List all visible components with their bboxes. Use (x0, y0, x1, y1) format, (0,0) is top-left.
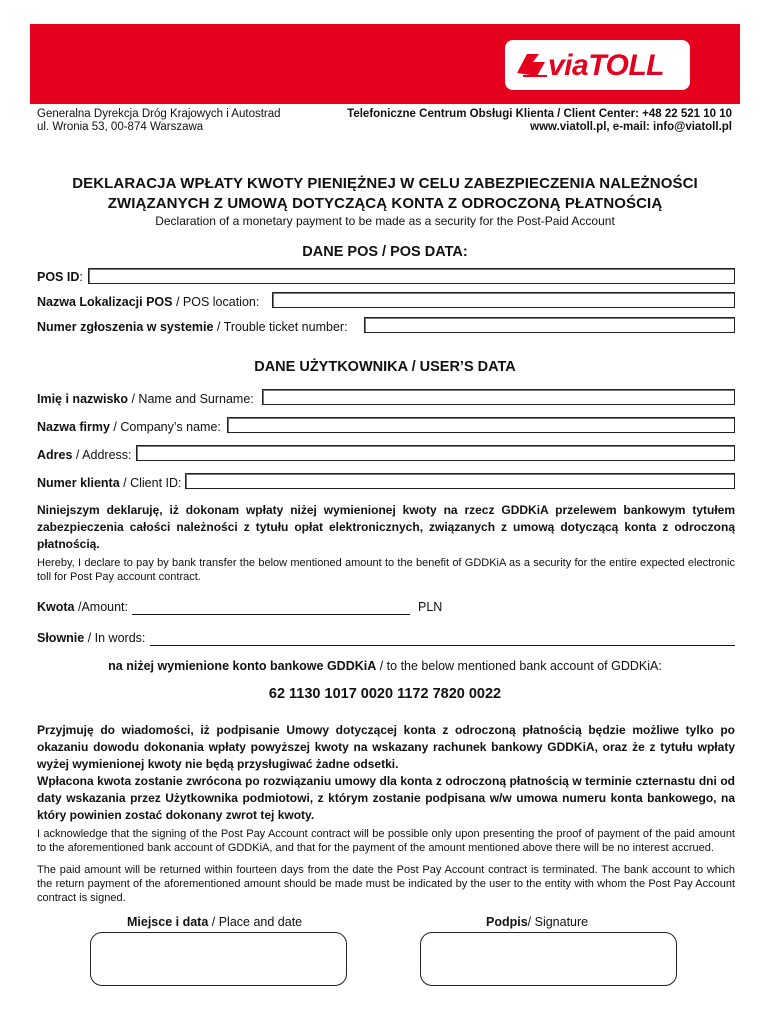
address-label (37, 448, 132, 462)
declaration-text-pl: Niniejszym deklaruję, iż dokonam wpłaty niżej wymienionej kwoty na rzecz GDDKiA przelewem bankowym tytułem zabezpieczenia całości należności z tytułu opłat elektronicznych, związanych z umową dotyczącą konta z odroczoną płatnością. (37, 503, 735, 551)
place-date-label-pl: Miejsce i data (127, 915, 209, 929)
name-label-pl: Imię i nazwisko (37, 392, 129, 406)
address-label-en: / Address: (72, 448, 132, 462)
pos-id-label-en: : (79, 270, 83, 284)
bank-account-intro (30, 659, 740, 673)
title-line-2: ZWIĄZANYCH Z UMOWĄ DOTYCZĄCĄ KONTA Z ODROCZONĄ PŁATNOŚCIĄ (107, 195, 663, 212)
amount-words-label-en: / In words: (84, 631, 146, 645)
pos-location-label-en: / POS location: (172, 295, 260, 309)
org-name: Generalna Dyrekcja Dróg Krajowych i Autostrad (37, 108, 281, 120)
currency-label: PLN (418, 600, 443, 614)
name-label-en: / Name and Surname: (128, 392, 254, 406)
acknowledgement-pl-2: Wpłacona kwota zostanie zwrócona po rozwiązaniu umowy dla konta z odroczoną płatnością w terminie czternastu dni od daty wskazania przez Użytkownika podmiotowi, z którym zostanie podpisana w/w umowa numeru konta bankowego, na który powinien zostać dokonany zwrot tej kwoty. (37, 774, 735, 822)
address-label-pl: Adres (37, 448, 73, 462)
user-section-heading: DANE UŻYTKOWNIKA / USER’S DATA (254, 359, 516, 375)
place-date-label-en: / Place and date (208, 915, 303, 929)
pos-location-label-pl: Nazwa Lokalizacji POS (37, 295, 173, 309)
bank-account-number: 62 1130 1017 0020 1172 7820 0022 (268, 686, 502, 702)
contact-phone: Telefoniczne Centrum Obsługi Klienta / Client Center: +48 22 521 10 10 (347, 108, 732, 120)
declaration-text-en: Hereby, I declare to pay by bank transfer the below mentioned amount to the benefit of GDDKiA as a security for the entire expected electronic toll for Post Pay account contract. (37, 557, 735, 583)
acknowledgement-pl-1: Przyjmuję do wiadomości, iż podpisanie Umowy dotyczącej konta z odroczoną płatnością będzie możliwe tylko po okazaniu dowodu dokonania wpłaty powyższej kwoty na wskazany rachunek bankowy GDDKiA, oraz że z tytułu wpłaty wyżej wymienionej kwoty nie będą przysługiwać żadne odsetki. (37, 723, 735, 771)
contact-web-email: www.viatoll.pl, e-mail: info@viatoll.pl (530, 121, 732, 133)
amount-words-field[interactable] (150, 629, 735, 646)
bank-account-intro-en: / to the below mentioned bank account of GDDKiA: (376, 659, 662, 673)
amount-field[interactable] (132, 598, 410, 615)
client-id-label-en: / Client ID: (119, 476, 182, 490)
company-label-pl: Nazwa firmy (37, 420, 110, 434)
ticket-number-field[interactable] (364, 317, 735, 333)
org-address: ul. Wronia 53, 00-874 Warszawa (37, 121, 204, 133)
place-date-box[interactable] (90, 932, 347, 986)
signature-label (486, 915, 588, 929)
acknowledgement-en-2: The paid amount will be returned within fourteen days from the date the Post Pay Account contract is terminated. The bank account to which the return payment of the aforementioned amount should be made must be indicated by the user to the entity with whom the Post Pay Account contract is signed. (37, 864, 735, 904)
address-field[interactable] (136, 445, 735, 461)
amount-words-label (37, 631, 145, 645)
pos-id-label (37, 270, 83, 284)
signature-label-pl: Podpis (486, 915, 528, 929)
org-info (37, 108, 281, 134)
bank-account-intro-pl: na niżej wymienione konto bankowe GDDKiA (108, 659, 377, 673)
pos-location-label (37, 295, 259, 309)
name-field[interactable] (262, 389, 735, 405)
pos-section-heading: DANE POS / POS DATA: (302, 244, 468, 260)
signature-label-en: / Signature (527, 915, 589, 929)
viatoll-logo (505, 40, 690, 90)
brand-name: viaTOLL (548, 49, 664, 82)
client-id-label (37, 476, 182, 490)
company-label (37, 420, 221, 434)
name-label (37, 392, 254, 406)
pos-id-field[interactable] (88, 268, 735, 284)
company-label-en: / Company’s name: (109, 420, 221, 434)
contact-info (347, 108, 732, 134)
ticket-number-label (37, 320, 348, 334)
amount-label-en: /Amount: (74, 600, 128, 614)
title-line-1: DEKLARACJA WPŁATY KWOTY PIENIĘŻNEJ W CELU ZABEZPIECZENIA NALEŻNOŚCI (72, 175, 698, 192)
ticket-number-label-en: / Trouble ticket number: (213, 320, 348, 334)
acknowledgement-en-1: I acknowledge that the signing of the Post Pay Account contract will be possible only upon presenting the proof of payment of the paid amount to the aforementioned bank account of GDDKiA, and that for the payment of the amount mentioned above there will be no interest accrued. (37, 828, 735, 854)
document-subtitle: Declaration of a monetary payment to be made as a security for the Post-Paid Account (155, 214, 615, 228)
amount-label-pl: Kwota (37, 600, 75, 614)
pos-id-label-pl: POS ID (37, 270, 80, 284)
client-id-label-pl: Numer klienta (37, 476, 120, 490)
client-id-field[interactable] (185, 473, 735, 489)
amount-words-label-pl: Słownie (37, 631, 85, 645)
pos-location-field[interactable] (272, 292, 735, 308)
place-date-label (127, 915, 302, 929)
ticket-number-label-pl: Numer zgłoszenia w systemie (37, 320, 214, 334)
company-field[interactable] (227, 417, 735, 433)
amount-label (37, 600, 128, 614)
signature-box[interactable] (420, 932, 677, 986)
document-title (30, 174, 740, 214)
